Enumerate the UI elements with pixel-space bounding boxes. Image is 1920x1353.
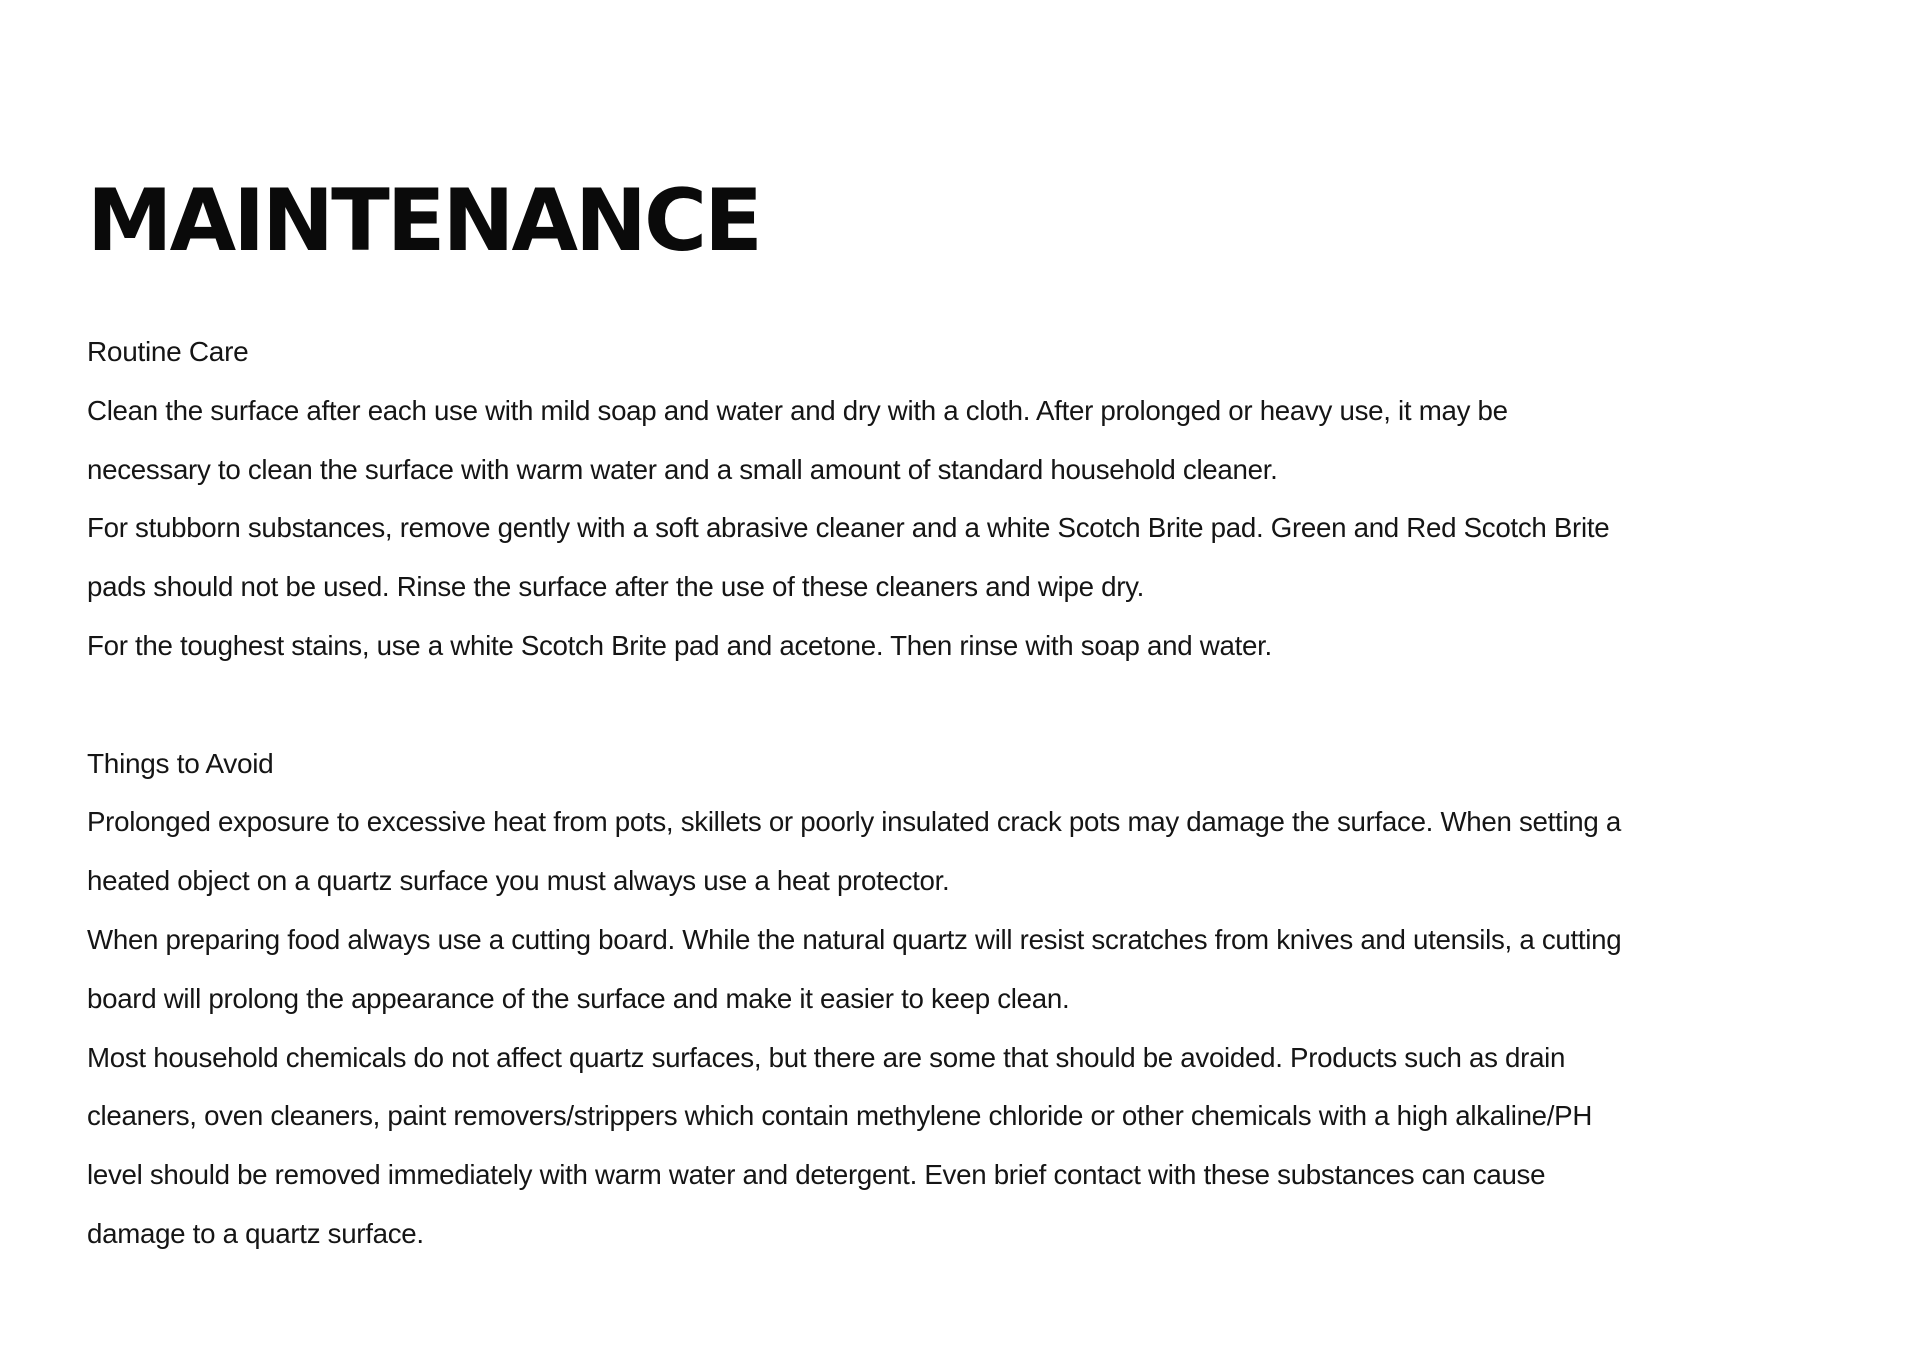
page-title: MAINTENANCE: [87, 171, 760, 271]
document-page: [87, 0, 1887, 1353]
paragraph-line: Most household chemicals do not affect quartz surfaces, but there are some that should be avoided. Products such as drain: [87, 1041, 1566, 1073]
paragraph-line: cleaners, oven cleaners, paint removers/strippers which contain methylene chloride or other chemicals with a high alkaline/PH: [87, 1100, 1593, 1132]
section-spacer: [87, 676, 1887, 735]
paragraph-line: For the toughest stains, use a white Scotch Brite pad and acetone. Then rinse with soap and water.: [87, 629, 1272, 661]
paragraph-line: For stubborn substances, remove gently with a soft abrasive cleaner and a white Scotch Brite pad. Green and Red Scotch Brite: [87, 512, 1610, 544]
paragraph-line: pads should not be used. Rinse the surface after the use of these cleaners and wipe dry.: [87, 571, 1145, 603]
document-body: [87, 323, 1887, 1264]
paragraph-line: board will prolong the appearance of the surface and make it easier to keep clean.: [87, 982, 1070, 1014]
paragraph-line: necessary to clean the surface with warm water and a small amount of standard household cleaner.: [87, 453, 1278, 485]
section-things-to-avoid: [87, 735, 1887, 1264]
paragraph: [87, 911, 1887, 1029]
paragraph-line: level should be removed immediately with warm water and detergent. Even brief contact with these substances can cause: [87, 1159, 1546, 1191]
paragraph: [87, 382, 1887, 500]
paragraph: [87, 499, 1887, 617]
section-heading: Things to Avoid: [87, 747, 274, 779]
paragraph-line: When preparing food always use a cutting board. While the natural quartz will resist scratches from knives and utensils, a cutting: [87, 923, 1622, 955]
paragraph: [87, 793, 1887, 911]
section-heading: Routine Care: [87, 336, 249, 367]
section-routine-care: [87, 323, 1887, 676]
paragraph-line: Clean the surface after each use with mild soap and water and dry with a cloth. After prolonged or heavy use, it may be: [87, 394, 1508, 426]
paragraph-line: heated object on a quartz surface you must always use a heat protector.: [87, 865, 950, 897]
paragraph-line: Prolonged exposure to excessive heat from pots, skillets or poorly insulated crack pots may damage the surface. When setting a: [87, 806, 1622, 838]
paragraph: [87, 1029, 1887, 1264]
paragraph: [87, 617, 1887, 676]
paragraph-line: damage to a quartz surface.: [87, 1217, 424, 1249]
